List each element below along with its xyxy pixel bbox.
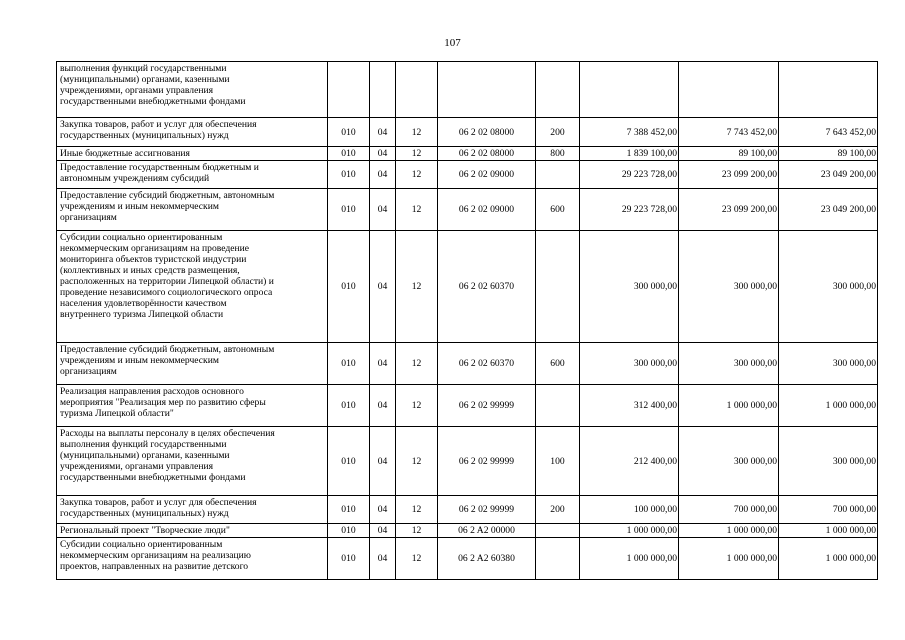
row-target: 06 2 02 99999 xyxy=(438,496,536,524)
row-sum-2: 300 000,00 xyxy=(679,343,779,385)
row-expense: 100 xyxy=(536,427,580,496)
row-section: 04 xyxy=(370,524,396,538)
row-sum-1: 1 000 000,00 xyxy=(580,538,679,580)
row-name: Субсидии социально ориентированным некоммерческим организациям на реализацию проектов, направленных на развитие детского xyxy=(57,538,328,580)
row-target: 06 2 02 60370 xyxy=(438,343,536,385)
row-subsection: 12 xyxy=(396,427,438,496)
row-expense xyxy=(536,231,580,343)
budget-table xyxy=(56,61,878,580)
row-target: 06 2 02 09000 xyxy=(438,161,536,189)
row-subsection xyxy=(396,62,438,118)
table-row xyxy=(57,385,878,427)
row-expense xyxy=(536,538,580,580)
row-target: 06 2 02 08000 xyxy=(438,118,536,147)
table-row xyxy=(57,189,878,231)
row-subsection: 12 xyxy=(396,118,438,147)
table-row xyxy=(57,343,878,385)
row-sum-2: 7 743 452,00 xyxy=(679,118,779,147)
row-ministry: 010 xyxy=(328,118,370,147)
row-section: 04 xyxy=(370,161,396,189)
row-subsection: 12 xyxy=(396,343,438,385)
row-name: Предоставление государственным бюджетным и автономным учреждениям субсидий xyxy=(57,161,328,189)
row-sum-3: 300 000,00 xyxy=(779,427,878,496)
row-sum-2: 23 099 200,00 xyxy=(679,189,779,231)
row-sum-2: 89 100,00 xyxy=(679,147,779,161)
row-ministry: 010 xyxy=(328,161,370,189)
row-sum-3: 23 049 200,00 xyxy=(779,161,878,189)
row-expense xyxy=(536,62,580,118)
row-sum-1: 7 388 452,00 xyxy=(580,118,679,147)
row-section: 04 xyxy=(370,231,396,343)
row-name: Предоставление субсидий бюджетным, автономным учреждениям и иным некоммерческим организациям xyxy=(57,343,328,385)
row-name: Субсидии социально ориентированным некоммерческим организациям на проведение мониторинга объектов туристской индустрии (коллективных и иных средств размещения, расположенных на территории Липецкой области) и проведение независимого социологического опроса населения удовлетворённости качеством внутреннего туризма Липецкой области xyxy=(57,231,328,343)
row-subsection: 12 xyxy=(396,385,438,427)
row-name: Закупка товаров, работ и услуг для обеспечения государственных (муниципальных) нужд xyxy=(57,118,328,147)
row-target: 06 2 02 08000 xyxy=(438,147,536,161)
row-name: Иные бюджетные ассигнования xyxy=(57,147,328,161)
row-subsection: 12 xyxy=(396,189,438,231)
row-subsection: 12 xyxy=(396,538,438,580)
row-sum-2: 700 000,00 xyxy=(679,496,779,524)
row-ministry: 010 xyxy=(328,524,370,538)
row-name: Региональный проект "Творческие люди" xyxy=(57,524,328,538)
row-sum-1: 29 223 728,00 xyxy=(580,161,679,189)
row-sum-1: 300 000,00 xyxy=(580,231,679,343)
table-row xyxy=(57,161,878,189)
row-sum-3 xyxy=(779,62,878,118)
row-ministry xyxy=(328,62,370,118)
row-ministry: 010 xyxy=(328,538,370,580)
row-section: 04 xyxy=(370,538,396,580)
row-sum-3: 1 000 000,00 xyxy=(779,524,878,538)
row-sum-1: 1 839 100,00 xyxy=(580,147,679,161)
row-section: 04 xyxy=(370,189,396,231)
table-row xyxy=(57,524,878,538)
row-sum-2 xyxy=(679,62,779,118)
row-sum-3: 23 049 200,00 xyxy=(779,189,878,231)
row-target: 06 2 02 09000 xyxy=(438,189,536,231)
row-sum-1: 212 400,00 xyxy=(580,427,679,496)
row-expense: 600 xyxy=(536,343,580,385)
row-ministry: 010 xyxy=(328,427,370,496)
row-target: 06 2 A2 00000 xyxy=(438,524,536,538)
row-section: 04 xyxy=(370,343,396,385)
row-ministry: 010 xyxy=(328,231,370,343)
row-sum-1: 29 223 728,00 xyxy=(580,189,679,231)
row-sum-3: 89 100,00 xyxy=(779,147,878,161)
row-target: 06 2 02 99999 xyxy=(438,385,536,427)
row-section: 04 xyxy=(370,427,396,496)
row-expense xyxy=(536,385,580,427)
row-sum-3: 7 643 452,00 xyxy=(779,118,878,147)
row-section: 04 xyxy=(370,496,396,524)
row-sum-1: 300 000,00 xyxy=(580,343,679,385)
row-expense: 600 xyxy=(536,189,580,231)
row-sum-1: 100 000,00 xyxy=(580,496,679,524)
row-expense: 200 xyxy=(536,118,580,147)
page-number: 107 xyxy=(444,37,461,49)
row-target xyxy=(438,62,536,118)
row-name: Закупка товаров, работ и услуг для обеспечения государственных (муниципальных) нужд xyxy=(57,496,328,524)
row-target: 06 2 A2 60380 xyxy=(438,538,536,580)
row-sum-1 xyxy=(580,62,679,118)
row-name: Предоставление субсидий бюджетным, автономным учреждениям и иным некоммерческим организациям xyxy=(57,189,328,231)
row-sum-1: 312 400,00 xyxy=(580,385,679,427)
row-target: 06 2 02 60370 xyxy=(438,231,536,343)
row-section xyxy=(370,62,396,118)
row-expense xyxy=(536,524,580,538)
row-sum-3: 300 000,00 xyxy=(779,343,878,385)
row-subsection: 12 xyxy=(396,231,438,343)
row-ministry: 010 xyxy=(328,189,370,231)
row-sum-2: 23 099 200,00 xyxy=(679,161,779,189)
table-body xyxy=(57,62,878,580)
table-row xyxy=(57,427,878,496)
row-sum-3: 1 000 000,00 xyxy=(779,538,878,580)
row-target: 06 2 02 99999 xyxy=(438,427,536,496)
row-sum-2: 1 000 000,00 xyxy=(679,524,779,538)
row-ministry: 010 xyxy=(328,147,370,161)
row-ministry: 010 xyxy=(328,343,370,385)
row-sum-2: 1 000 000,00 xyxy=(679,385,779,427)
table-row xyxy=(57,538,878,580)
row-section: 04 xyxy=(370,385,396,427)
row-ministry: 010 xyxy=(328,385,370,427)
row-name: Реализация направления расходов основного мероприятия "Реализация мер по развитию сферы туризма Липецкой области" xyxy=(57,385,328,427)
row-sum-3: 700 000,00 xyxy=(779,496,878,524)
row-section: 04 xyxy=(370,147,396,161)
row-section: 04 xyxy=(370,118,396,147)
table-row xyxy=(57,231,878,343)
row-name: Расходы на выплаты персоналу в целях обеспечения выполнения функций государственными (муниципальными) органами, казенными учреждениями, органами управления государственными внебюджетными фондами xyxy=(57,427,328,496)
row-expense: 200 xyxy=(536,496,580,524)
row-sum-3: 1 000 000,00 xyxy=(779,385,878,427)
row-subsection: 12 xyxy=(396,161,438,189)
row-expense: 800 xyxy=(536,147,580,161)
row-sum-1: 1 000 000,00 xyxy=(580,524,679,538)
table-row xyxy=(57,118,878,147)
row-expense xyxy=(536,161,580,189)
row-subsection: 12 xyxy=(396,147,438,161)
row-subsection: 12 xyxy=(396,524,438,538)
row-name: выполнения функций государственными (муниципальными) органами, казенными учреждениями, органами управления государственными внебюджетными фондами xyxy=(57,62,328,118)
table-row xyxy=(57,147,878,161)
row-sum-2: 1 000 000,00 xyxy=(679,538,779,580)
row-sum-2: 300 000,00 xyxy=(679,427,779,496)
row-sum-2: 300 000,00 xyxy=(679,231,779,343)
row-sum-3: 300 000,00 xyxy=(779,231,878,343)
table-row xyxy=(57,496,878,524)
table-row xyxy=(57,62,878,118)
row-subsection: 12 xyxy=(396,496,438,524)
row-ministry: 010 xyxy=(328,496,370,524)
